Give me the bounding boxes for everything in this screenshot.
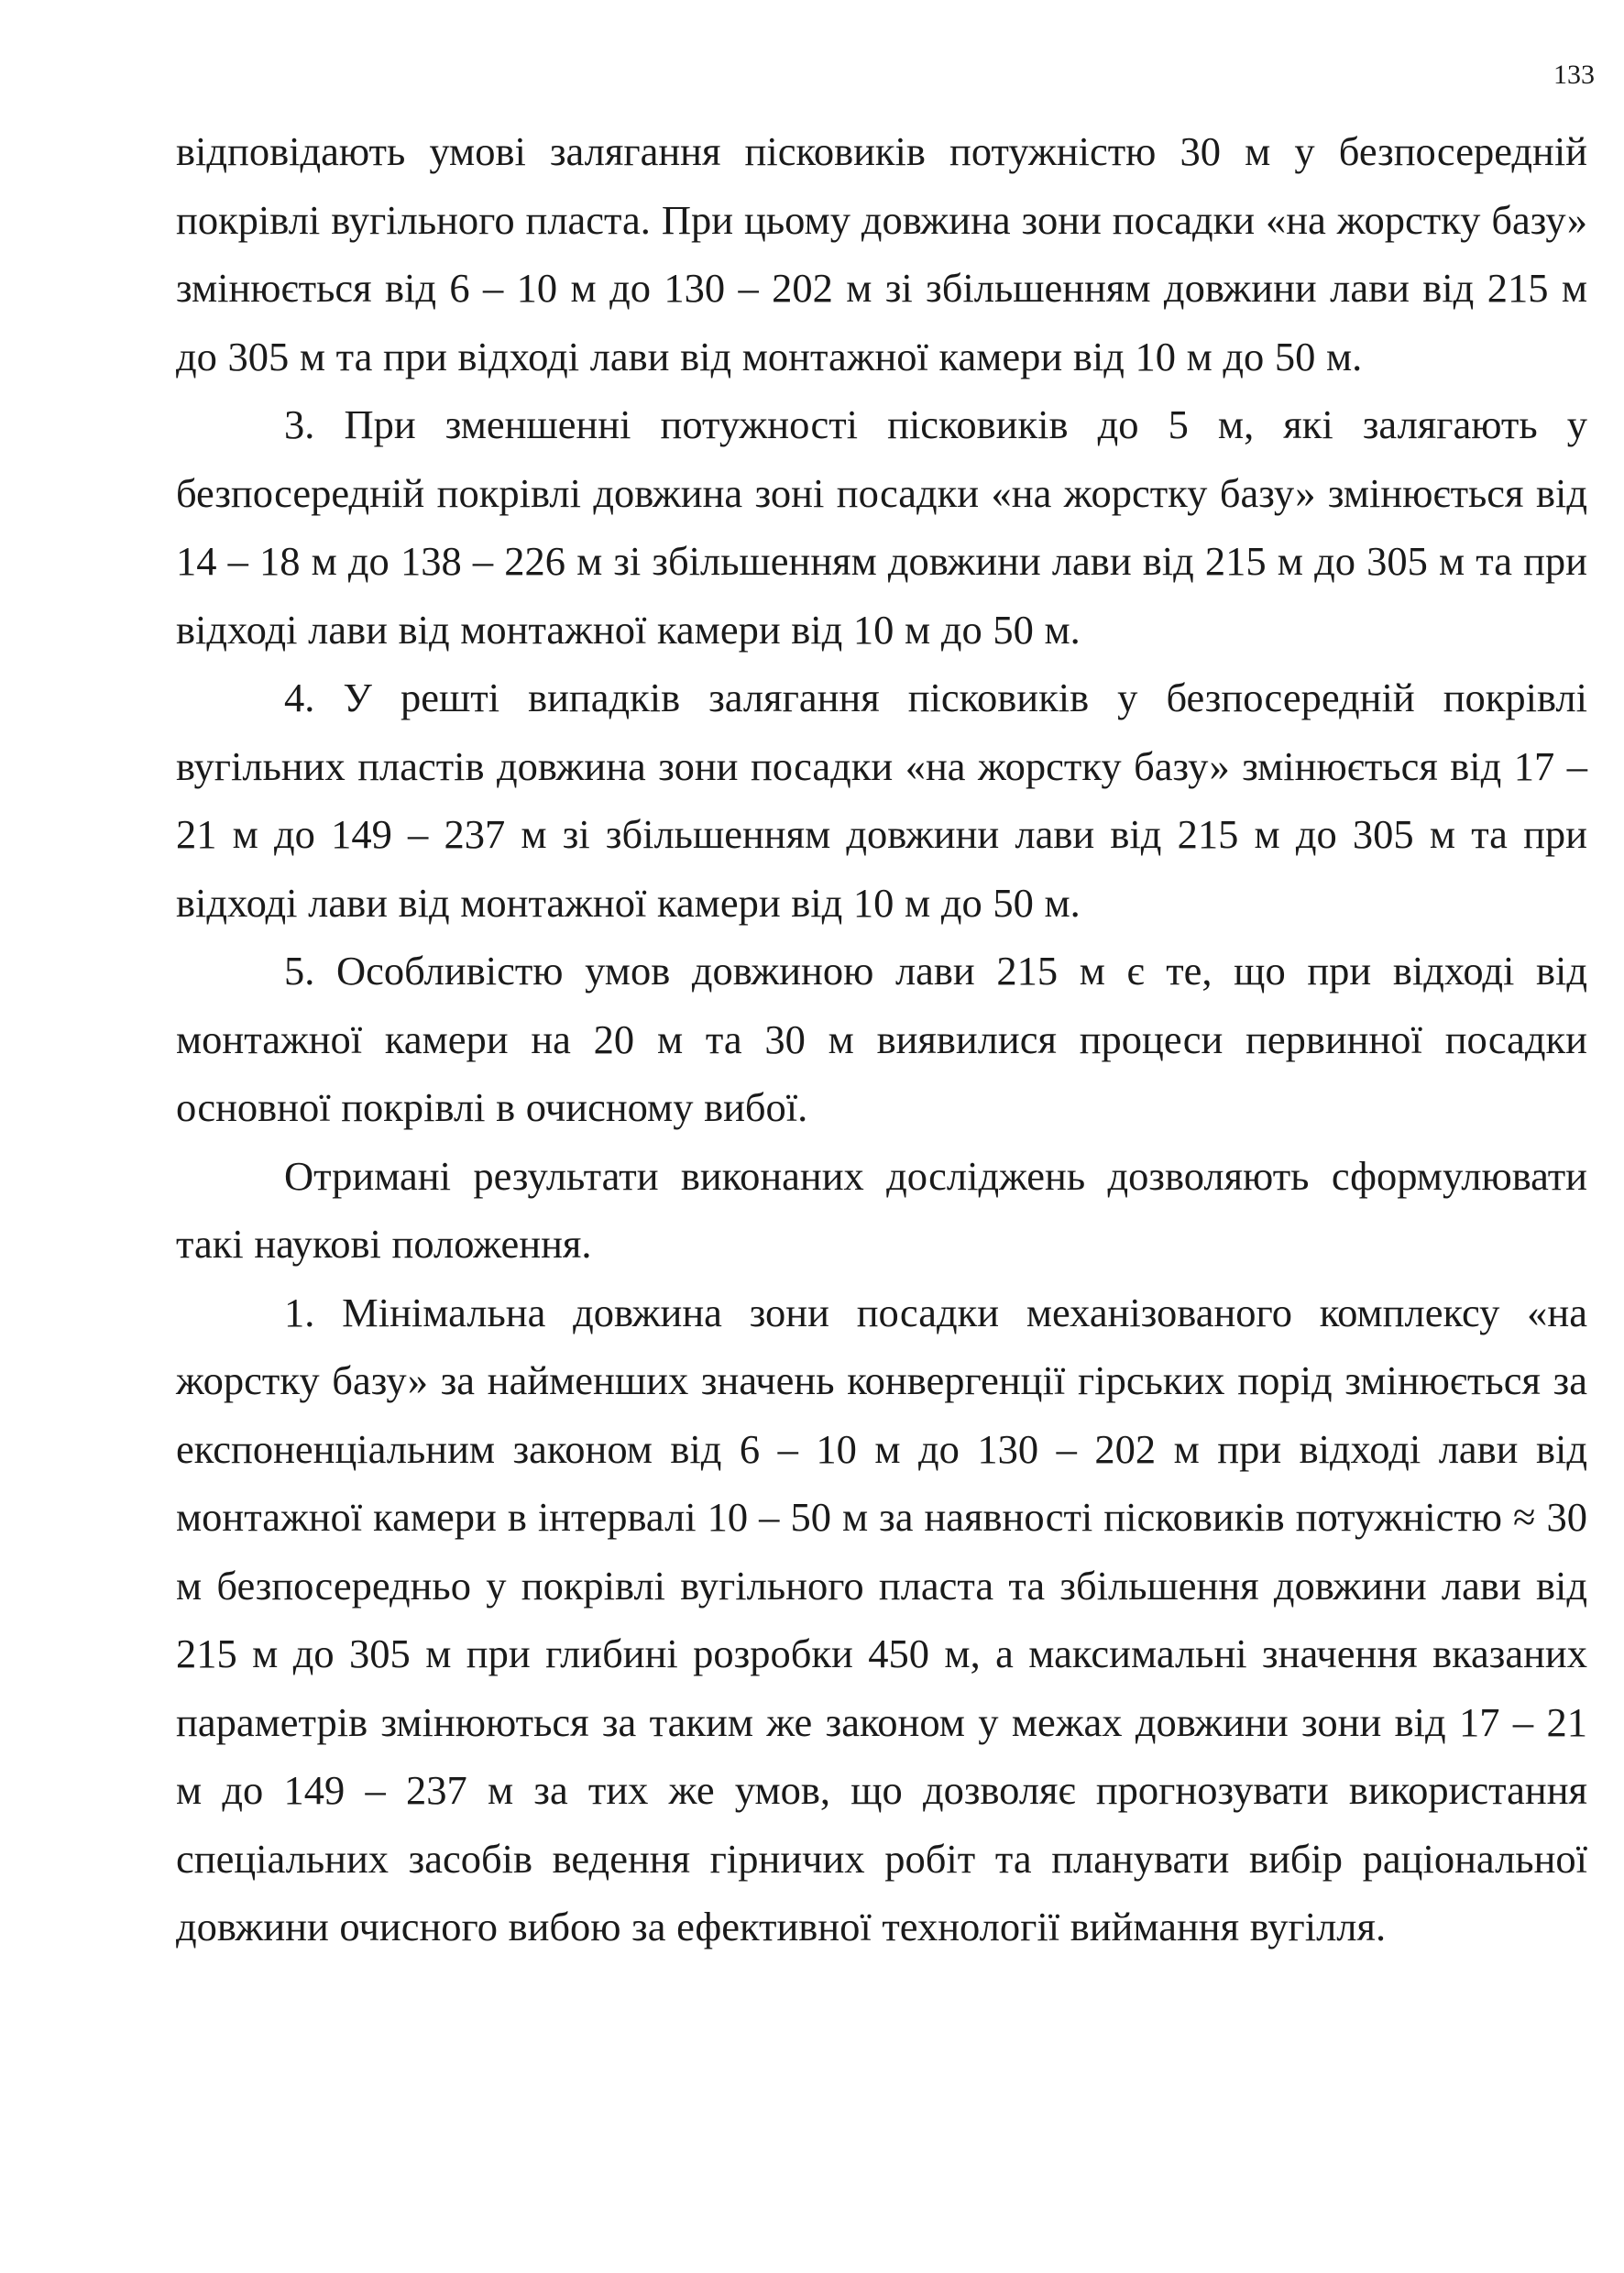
page-number: 133: [1553, 60, 1595, 90]
paragraph-item-4: 4. У решті випадків залягання пісковиків у безпосередній покрівлі вугільних пластів довжина зони посадки «на жорстку базу» змінюється від 17 – 21 м до 149 – 237 м зі збільшенням довжини лави від 215 м до 305 м та при відході лави від монтажної камери від 10 м до 50 м.: [176, 675, 1587, 926]
text-body: [176, 117, 1587, 1961]
paragraph-item-3: 3. При зменшенні потужності пісковиків до 5 м, які залягають у безпосередній покрівлі довжина зоні посадки «на жорстку базу» змінюється від 14 – 18 м до 138 – 226 м зі збільшенням довжини лави від 215 м до 305 м та при відході лави від монтажної камери від 10 м до 50 м.: [176, 401, 1587, 653]
paragraph-thesis-1: 1. Мінімальна довжина зони посадки механізованого комплексу «на жорстку базу» за найменших значень конвергенції гірських порід змінюється за експоненціальним законом від 6 – 10 м до 130 – 202 м при відході лави від монтажної камери в інтервалі 10 – 50 м за наявності пісковиків потужністю ≈ 30 м безпосередньо у покрівлі вугільного пласта та збільшення довжини лави від 215 м до 305 м при глибині розробки 450 м, а максимальні значення вказаних параметрів змінюються за таким же законом у межах довжини зони від 17 – 21 м до 149 – 237 м за тих же умов, що дозволяє прогнозувати використання спеціальних засобів ведення гірничих робіт та планувати вибір раціональної довжини очисного вибою за ефективної технології виймання вугілля.: [176, 1289, 1587, 1949]
paragraph-continuation: відповідають умові залягання пісковиків потужністю 30 м у безпосередній покрівлі вугільного пласта. При цьому довжина зони посадки «на жорстку базу» змінюється від 6 – 10 м до 130 – 202 м зі збільшенням довжини лави від 215 м до 305 м та при відході лави від монтажної камери від 10 м до 50 м.: [176, 128, 1587, 379]
paragraph-item-5: 5. Особливістю умов довжиною лави 215 м є те, що при відході від монтажної камери на 20 м та 30 м виявилися процеси первинної посадки основної покрівлі в очисному вибої.: [176, 948, 1587, 1130]
paragraph-results: Отримані результати виконаних досліджень дозволяють сформулювати такі наукові положення.: [176, 1152, 1587, 1267]
